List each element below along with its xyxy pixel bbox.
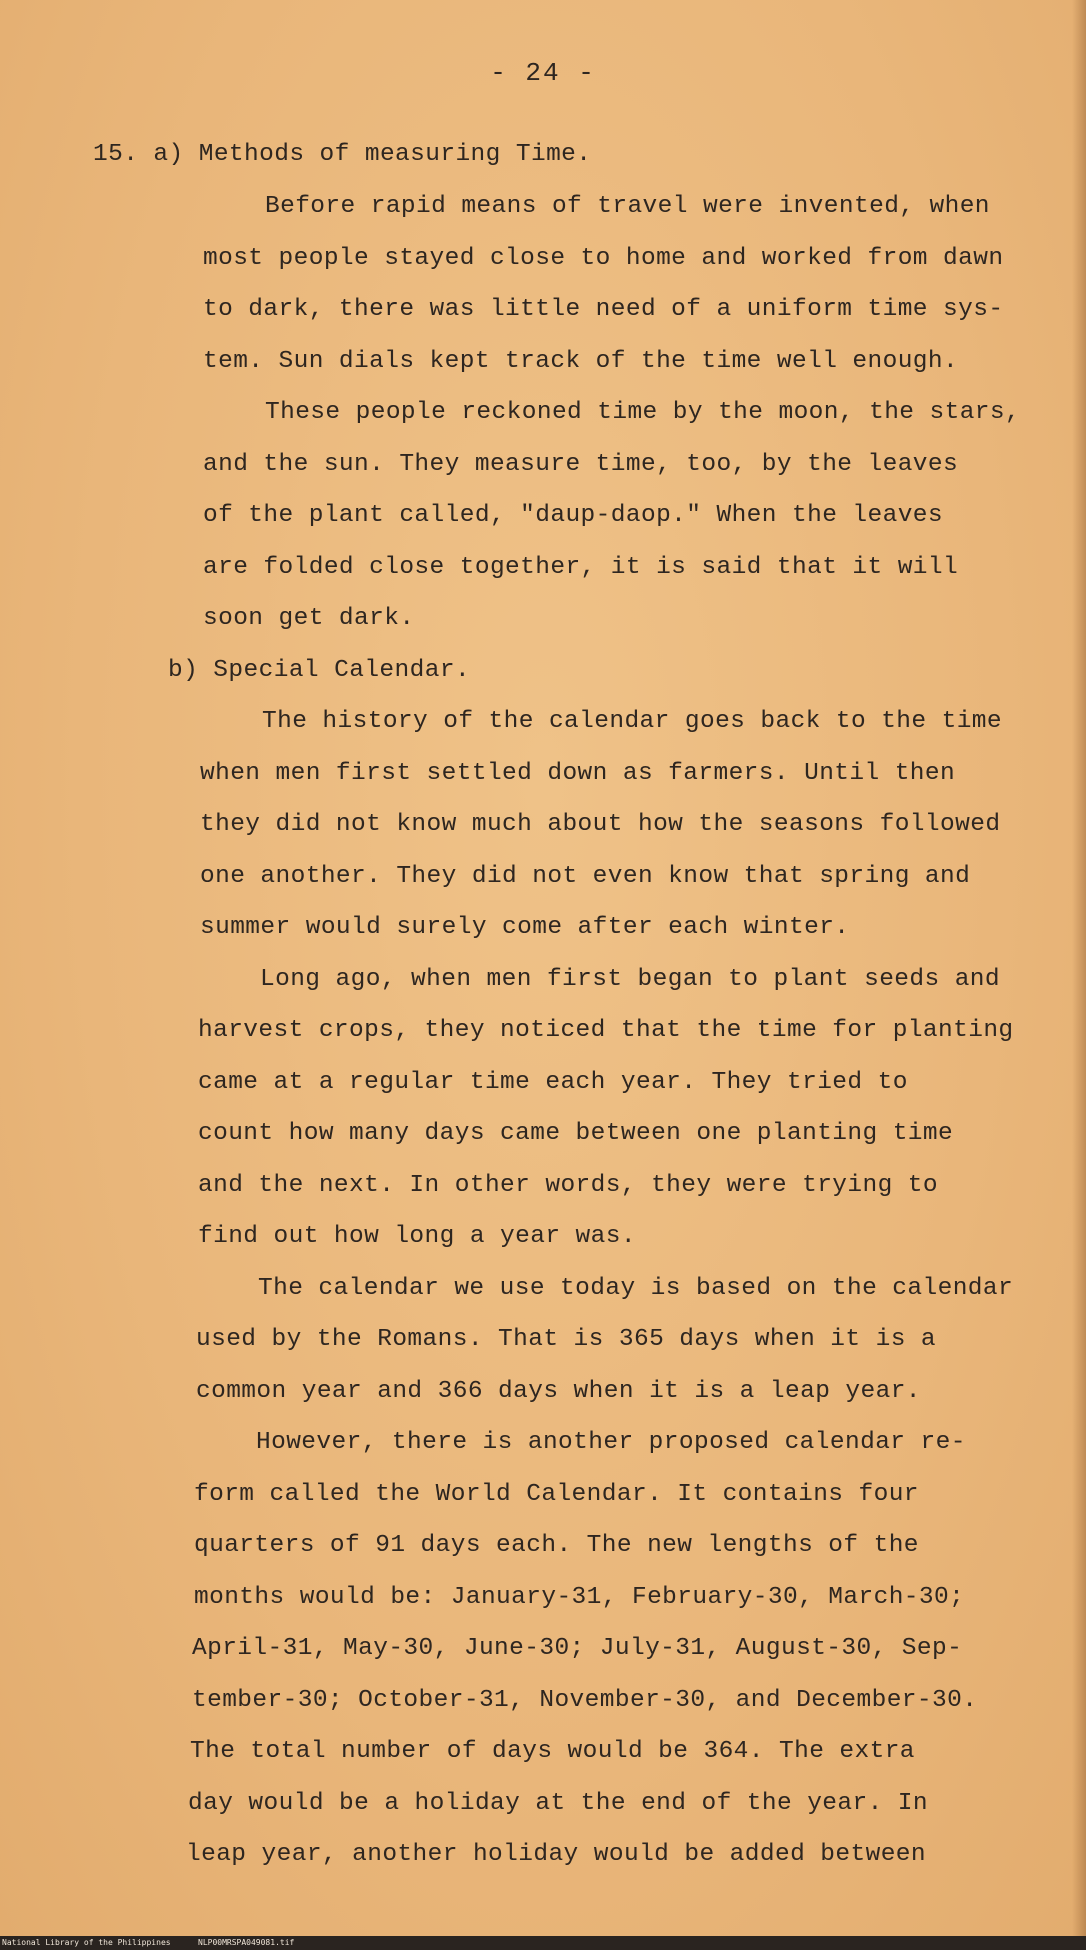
text-line: The history of the calendar goes back to the time: [262, 708, 1003, 735]
text-line: day would be a holiday at the end of the year. In: [188, 1790, 929, 1817]
scan-filename: NLP00MRSPA049081.tif: [198, 1938, 295, 1947]
library-credit: National Library of the Philippines: [2, 1938, 171, 1947]
text-line: when men first settled down as farmers. Until then: [200, 760, 956, 787]
text-line: summer would surely come after each winter.: [200, 914, 850, 941]
text-line: However, there is another proposed calendar re-: [256, 1429, 966, 1456]
text-line: leap year, another holiday would be added between: [186, 1841, 927, 1868]
text-line: and the next. In other words, they were trying to: [198, 1172, 939, 1199]
text-line: used by the Romans. That is 365 days when it is a: [196, 1326, 937, 1353]
text-line: April-31, May-30, June-30; July-31, August-30, Sep-: [192, 1635, 963, 1662]
text-line: These people reckoned time by the moon, the stars,: [265, 399, 1021, 426]
text-line: to dark, there was little need of a uniform time sys-: [203, 296, 1004, 323]
text-line: harvest crops, they noticed that the time for planting: [198, 1017, 1014, 1044]
page-number: - 24 -: [490, 58, 596, 88]
text-line: months would be: January-31, February-30, March-30;: [194, 1584, 965, 1611]
text-line: and the sun. They measure time, too, by the leaves: [203, 451, 959, 478]
text-line: one another. They did not even know that spring and: [200, 863, 971, 890]
text-line: are folded close together, it is said that it will: [203, 554, 959, 581]
section-heading-calendar: b) Special Calendar.: [168, 657, 471, 684]
text-line: Long ago, when men first began to plant seeds and: [260, 966, 1001, 993]
text-line: find out how long a year was.: [198, 1223, 636, 1250]
page-edge-shadow: [1072, 0, 1086, 1950]
text-line: most people stayed close to home and worked from dawn: [203, 245, 1004, 272]
text-line: The total number of days would be 364. The extra: [190, 1738, 915, 1765]
text-line: count how many days came between one planting time: [198, 1120, 954, 1147]
text-line: The calendar we use today is based on the calendar: [258, 1275, 1014, 1302]
text-line: common year and 366 days when it is a leap year.: [196, 1378, 921, 1405]
text-line: quarters of 91 days each. The new lengths of the: [194, 1532, 919, 1559]
scan-footer: [0, 1936, 1086, 1950]
text-line: tem. Sun dials kept track of the time well enough.: [203, 348, 959, 375]
section-heading-methods: 15. a) Methods of measuring Time.: [93, 141, 592, 168]
text-line: came at a regular time each year. They tried to: [198, 1069, 908, 1096]
text-line: tember-30; October-31, November-30, and December-30.: [192, 1687, 978, 1714]
text-line: of the plant called, "daup-daop." When the leaves: [203, 502, 944, 529]
text-line: form called the World Calendar. It contains four: [194, 1481, 919, 1508]
text-line: they did not know much about how the seasons followed: [200, 811, 1001, 838]
text-line: Before rapid means of travel were invented, when: [265, 193, 990, 220]
text-line: soon get dark.: [203, 605, 415, 632]
